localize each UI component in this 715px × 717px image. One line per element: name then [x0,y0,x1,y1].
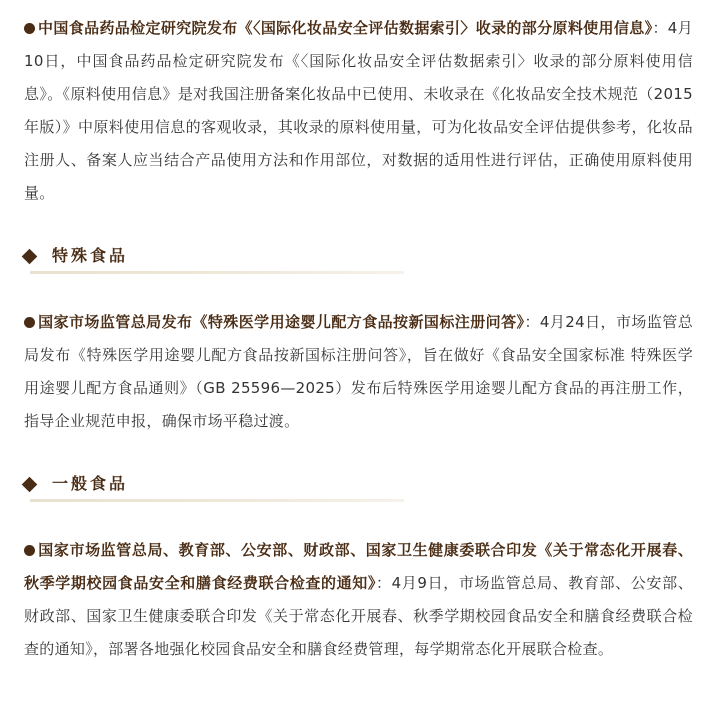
news-item-school-food [24,534,693,666]
news-headline: 中国食品药品检定研究院发布《〈国际化妆品安全评估数据索引〉收录的部分原料使用信息》 [38,19,653,37]
section-divider [30,271,404,274]
section-header-special-food [24,242,693,276]
news-body: ：4月9日，市场监管总局、教育部、公安部、财政部、国家卫生健康委联合印发《关于常态化开展春、秋季学期校园食品安全和膳食经费联合检查的通知》，部署各地强化校园食品安全和膳食经费管理，每学期常态化开展联合检查。 [24,574,693,658]
diamond-icon [22,249,38,265]
bullet-icon [24,317,35,328]
diamond-icon [22,477,38,493]
bullet-icon [24,545,35,556]
news-headline: 国家市场监管总局发布《特殊医学用途婴儿配方食品按新国标注册问答》 [38,313,525,331]
news-item-infant-formula [24,306,693,438]
news-body: ：4月24日，市场监管总局发布《特殊医学用途婴儿配方食品按新国标注册问答》，旨在做好《食品安全国家标准 特殊医学用途婴儿配方食品通则》（GB 25596—2025）发布后特殊医学用途婴儿配方食品的再注册工作，指导企业规范申报，确保市场平稳过渡。 [24,313,694,430]
news-body: ：4月10日，中国食品药品检定研究院发布《〈国际化妆品安全评估数据索引〉收录的部分原料使用信息》。《原料使用信息》是对我国注册备案化妆品中已使用、未收录在《化妆品安全技术规范（2015年版）》中原料使用信息的客观收录，其收录的原料使用量，可为化妆品安全评估提供参考，化妆品注册人、备案人应当结合产品使用方法和作用部位，对数据的适用性进行评估，正确使用原料使用量。 [24,19,693,202]
section-header-general-food [24,470,693,504]
section-title: 特殊食品 [52,246,129,265]
section-title: 一般食品 [52,474,129,493]
section-divider [30,499,404,502]
news-item-cosmetics [24,12,693,210]
bullet-icon [24,23,35,34]
news-headline: 国家市场监管总局、教育部、公安部、财政部、国家卫生健康委联合印发《关于常态化开展春、秋季学期校园食品安全和膳食经费联合检查的通知》 [24,541,693,592]
